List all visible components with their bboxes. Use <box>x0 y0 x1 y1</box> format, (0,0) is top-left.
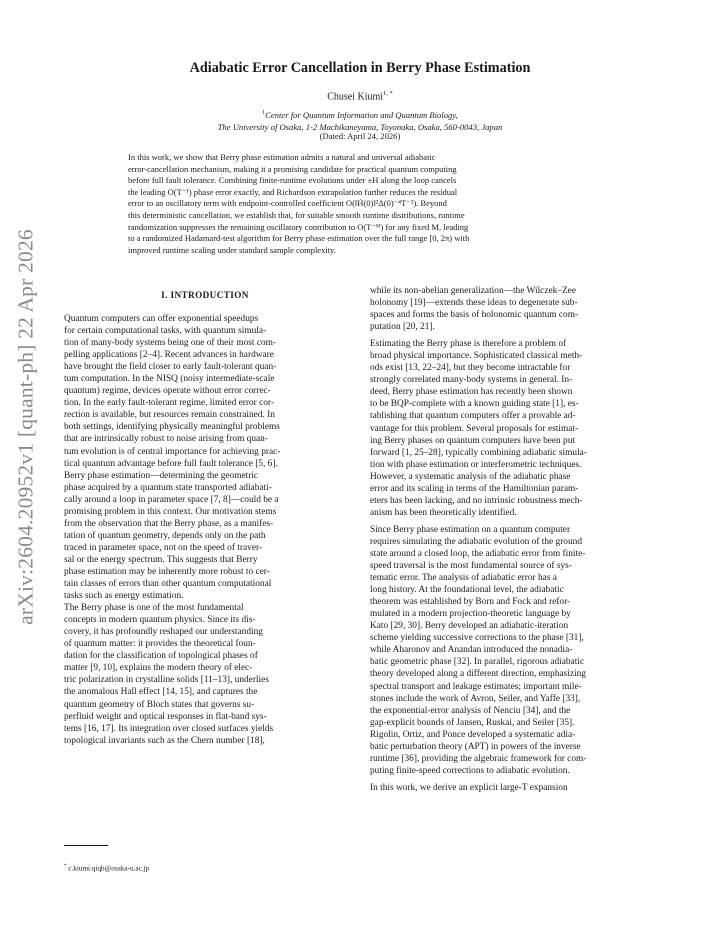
text-line: tion. In the early fault-tolerant regime, limited error cor- <box>64 398 274 409</box>
text-line: tasks such as energy estimation. <box>64 591 184 602</box>
abstract-line: error to an oscillatory term with endpoint-controlled coefficient O(‖Ḣ(0)‖²Δ(0)⁻⁴T⁻²). Beyond <box>128 198 447 209</box>
text-line: Rigolin, Ortiz, and Ponce developed a systematic adia- <box>370 729 576 740</box>
text-line: both settings, identifying physically meaningful problems <box>64 422 280 433</box>
text-line: Berry phase estimation—determining the geometric <box>64 470 259 481</box>
text-line: deed, Berry phase estimation has recently been shown <box>370 387 573 398</box>
text-line: puting finite-speed corrections to adiabatic evolution. <box>370 765 570 776</box>
text-line: ods exist [13, 22–24], but they become intractable for <box>370 363 571 374</box>
text-line: runtime [36], providing the algebraic framework for com- <box>370 753 587 764</box>
abstract-line: before full fault tolerance. Combining finite-runtime evolutions under ±H along the loop cancels <box>128 175 457 186</box>
text-line: mulated in a modern projection-theoretic language by <box>370 609 571 620</box>
left-paragraph-2 <box>64 470 346 603</box>
text-line: tum computation. In the NISQ (noisy intermediate-scale <box>64 374 275 385</box>
footnote <box>64 864 149 872</box>
text-line: In this work, we derive an explicit large-T expansion <box>370 782 568 793</box>
text-line: tical quantum advantage before full fault tolerance [5, 6]. <box>64 458 278 469</box>
affiliation <box>0 107 720 133</box>
text-line: rection is available, but resources remain constrained. In <box>64 410 275 421</box>
text-line: that are intrinsically robust to noise arising from quan- <box>64 434 268 445</box>
text-line: traced in parameter space, not on the speed of traver- <box>64 542 263 553</box>
author-line <box>0 90 720 102</box>
paper-title: Adiabatic Error Cancellation in Berry Phase Estimation <box>189 60 531 76</box>
right-paragraph-1 <box>370 285 652 333</box>
author-name: Chusei Kiumi <box>327 91 384 103</box>
text-line: Estimating the Berry phase is therefore a problem of <box>370 339 567 350</box>
footnote-divider <box>64 845 108 846</box>
text-line: batic perturbation theory (APT) in powers of the inverse <box>370 741 581 752</box>
text-line: the exponential-error analysis of Nenciu [34], and the <box>370 705 571 716</box>
arxiv-identifier[interactable]: arXiv:2604.20952v1 [quant-ph] 22 Apr 2026 <box>13 229 38 625</box>
text-line: tum evolution is of central importance for achieving prac- <box>64 446 281 457</box>
text-line: dation for the classification of topological phases of <box>64 651 258 662</box>
text-line: forward [1, 25–28], typically combining adiabatic simula- <box>370 447 587 458</box>
left-paragraph-1 <box>64 313 346 470</box>
text-line: holonomy [19]—extends these ideas to degenerate sub- <box>370 298 578 309</box>
abstract-line: error-cancellation mechanism, making it a promising candidate for practical quantum computing <box>128 163 457 174</box>
right-paragraph-3 <box>370 524 652 777</box>
text-line: broad physical importance. Sophisticated classical meth- <box>370 351 583 362</box>
text-line: of quantum matter: it provides the theoretical foun- <box>64 639 256 650</box>
date-line: (Dated: April 24, 2026) <box>319 131 401 141</box>
text-line: tion with phase estimation or interferometric techniques. <box>370 459 582 470</box>
text-line: tematic error. The analysis of adiabatic error has a <box>370 573 557 584</box>
text-line: tation of quantum geometry, depends only on the path <box>64 530 266 541</box>
text-line: pelling applications [2–4]. Recent advances in hardware <box>64 350 274 361</box>
text-line: from the observation that the Berry phase, as a manifes- <box>64 518 274 529</box>
section-heading: I. INTRODUCTION <box>161 290 249 300</box>
footnote-mark: * <box>64 864 67 869</box>
text-line: putation [20, 21]. <box>370 322 435 333</box>
text-line: speed traversal is the most fundamental source of sys- <box>370 561 572 572</box>
abstract-line: this deterministic cancellation, we establish that, for suitable smooth runtime distributions, runtime <box>128 209 465 220</box>
text-line: phase acquired by a quantum state transported adiabati- <box>64 482 272 493</box>
text-line: Quantum computers can offer exponential speedups <box>64 314 259 324</box>
text-line: sal or the energy spectrum. This suggests that Berry <box>64 554 258 565</box>
affiliation-line-1: $^1$Center for Quantum Information and Quantum Biology, <box>262 109 458 120</box>
text-line: stones include the work of Avron, Seiler, and Yaffe [33], <box>370 693 581 704</box>
text-line: theorem was established by Born and Fock and refor- <box>370 597 571 608</box>
text-line: spectral transport and leakage estimates; important mile- <box>370 681 582 692</box>
text-line: Since Berry phase estimation on a quantum computer <box>370 524 571 535</box>
arxiv-sidebar <box>6 205 46 650</box>
text-line: while Aharonov and Anandan introduced the nonadia- <box>370 645 573 656</box>
text-line: scheme yielding successive corrections to the phase [31], <box>370 633 584 644</box>
text-line: while its non-abelian generalization—the Wilczek–Zee <box>370 286 576 296</box>
abstract-line: to a randomized Hadamard-test algorithm for Berry phase estimation over the full range [0, 2π) with <box>128 233 470 244</box>
text-line: covery, it has profoundly reshaped our understanding <box>64 627 263 638</box>
text-line: phase estimation may be inherently more robust to cer- <box>64 566 270 577</box>
text-line: vantage for this problem. Several proposals for estimat- <box>370 423 579 434</box>
text-line: anism has been theoretically identified. <box>370 507 517 518</box>
text-line: batic geometric phase [32]. In parallel, rigorous adiabatic <box>370 657 585 668</box>
text-line: the anomalous Hall effect [14, 15], and captures the <box>64 687 258 698</box>
right-paragraph-2 <box>370 338 652 519</box>
text-line: theory developed along a different direction, emphasizing <box>370 669 586 680</box>
left-paragraph-3 <box>64 602 346 747</box>
text-line: tion of many-body systems being one of their most com- <box>64 338 277 349</box>
text-line: tain classes of errors than other quantum computational <box>64 579 272 590</box>
text-line: Kato [29, 30]. Berry developed an adiabatic-iteration <box>370 621 569 632</box>
text-line: ing Berry phases on quantum computers have been put <box>370 435 575 446</box>
abstract-line: In this work, we show that Berry phase estimation admits a natural and universal adiabatic <box>128 152 436 162</box>
abstract <box>128 152 592 256</box>
affiliation-mark: 1 <box>262 110 266 116</box>
text-line: concepts in modern quantum physics. Since its dis- <box>64 615 256 626</box>
text-line: However, a systematic analysis of the adiabatic phase <box>370 471 571 482</box>
author-email[interactable]: c.kiumi.qiqb@osaka-u.ac.jp <box>68 864 150 873</box>
text-line: The Berry phase is one of the most fundamental <box>64 603 244 614</box>
text-line: have brought the field closer to early fault-tolerant quan- <box>64 362 277 373</box>
text-line: tablishing that quantum computers offer a provable ad- <box>370 411 576 422</box>
text-line: matter [9, 10], explains the modern theory of elec- <box>64 663 253 674</box>
text-line: topological invariants such as the Chern number [18], <box>64 735 265 746</box>
left-column <box>64 283 346 747</box>
affiliation-line-2: The University of Osaka, 1-2 Machikaneyama, Toyonaka, Osaka, 560-0043, Japan <box>217 121 503 132</box>
text-line: to be BQP-complete with a known guiding state [1], es- <box>370 399 579 410</box>
text-line: quantum geometry of Bloch states that governs su- <box>64 699 255 710</box>
abstract-line: the leading O(T⁻¹) phase error exactly, and Richardson extrapolation further reduces the residual <box>128 186 458 197</box>
text-line: for certain computational tasks, with quantum simula- <box>64 326 267 337</box>
text-line: strongly correlated many-body systems in general. In- <box>370 375 573 386</box>
text-line: cally around a loop in parameter space [7, 8]—could be a <box>64 494 279 505</box>
text-line: tems [16, 17]. Its integration over closed surfaces yields <box>64 723 274 734</box>
text-line: promising problem in this context. Our motivation stems <box>64 506 277 517</box>
text-line: perfluid weight and optical responses in flat-band sys- <box>64 711 267 722</box>
text-line: quantum) regime, devices operate without error correc- <box>64 386 271 397</box>
text-line: error and its scaling in terms of the Hamiltonian param- <box>370 483 579 494</box>
text-line: eters has been lacking, and no intrinsic robustness mech- <box>370 495 583 506</box>
text-line: requires simulating the adiabatic evolution of the ground <box>370 536 582 547</box>
author-marks: 1, * <box>383 90 393 97</box>
text-line: gap-explicit bounds of Jansen, Ruskai, and Seiler [35]. <box>370 717 575 728</box>
abstract-line: randomization suppresses the remaining oscillatory contribution to O(T⁻ᴹ) for any fixed M, leading <box>128 221 469 232</box>
text-line: tric polarization in crystalline solids [11–13], underlies <box>64 675 269 686</box>
abstract-line: improved runtime scaling under standard sample complexity. <box>128 244 336 255</box>
right-paragraph-4 <box>370 782 652 794</box>
right-column <box>370 285 652 794</box>
text-line: long history. At the foundational level, the adiabatic <box>370 585 564 596</box>
text-line: state around a closed loop, the adiabatic error from finite- <box>370 548 586 559</box>
text-line: spaces and forms the basis of holonomic quantum com- <box>370 310 579 321</box>
